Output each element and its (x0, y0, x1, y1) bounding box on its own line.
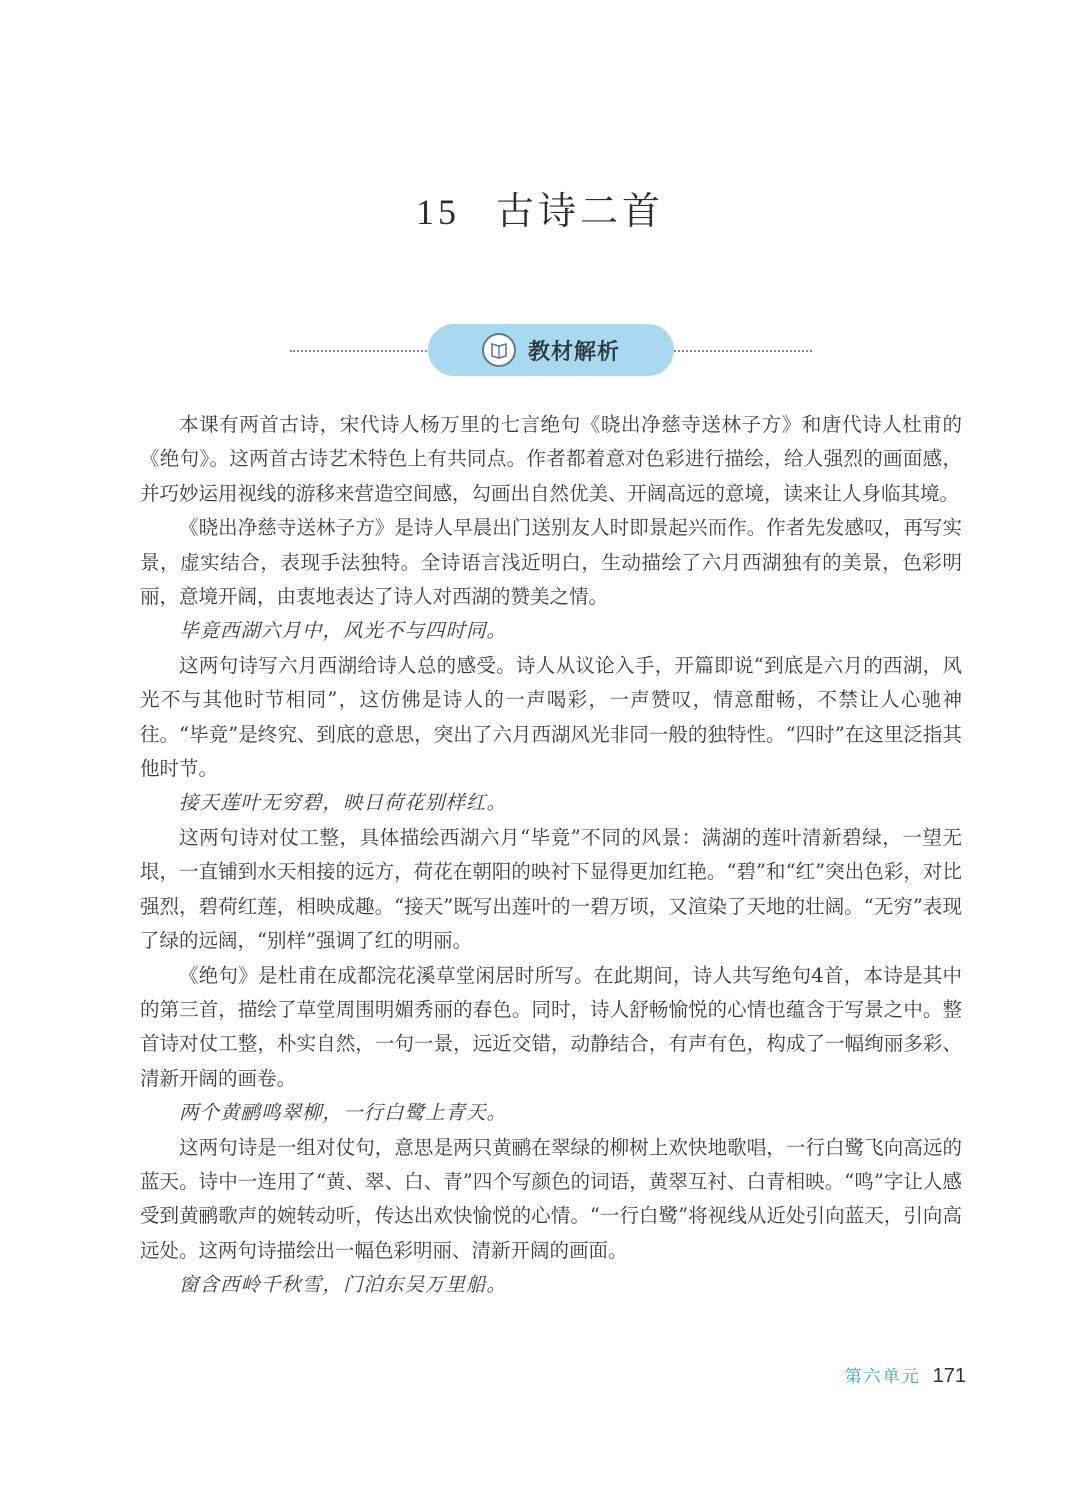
paragraph: 本课有两首古诗，宋代诗人杨万里的七言绝句《晓出净慈寺送林子方》和唐代诗人杜甫的《绝句》。这两首古诗艺术特色上有共同点。作者都着意对色彩进行描绘，给人强烈的画面感，并巧妙运用视线的游移来营造空间感，勾画出自然优美、开阔高远的意境，读来让人身临其境。 (140, 413, 962, 505)
page-number: 171 (932, 1365, 966, 1387)
poem-line: 窗含西岭千秋雪，门泊东吴万里船。 (179, 1273, 508, 1297)
paragraph: 《绝句》是杜甫在成都浣花溪草堂闲居时所写。在此期间，诗人共写绝句4首，本诗是其中的第三首，描绘了草堂周围明媚秀丽的春色。同时，诗人舒畅愉悦的心情也蕴含于写景之中。整首诗对仗工整，朴实自然，一句一景，远近交错，动静结合，有声有色，构成了一幅绚丽多彩、清新开阔的画卷。 (140, 963, 962, 1090)
paragraph: 《晓出净慈寺送林子方》是诗人早晨出门送别友人时即景起兴而作。作者先发感叹，再写实景，虚实结合，表现手法独特。全诗语言浅近明白，生动描绘了六月西湖独有的美景，色彩明丽，意境开阔，由衷地表达了诗人对西湖的赞美之情。 (140, 516, 962, 609)
section-header (290, 324, 812, 378)
dotted-divider-right (674, 350, 812, 352)
paragraph: 这两句诗对仗工整，具体描绘西湖六月“毕竟”不同的风景：满湖的莲叶清新碧绿，一望无垠，一直铺到水天相接的远方，荷花在朝阳的映衬下显得更加红艳。“碧”和“红”突出色彩，对比强烈，碧荷红莲，相映成趣。“接天”既写出莲叶的一碧万顷，又渲染了天地的壮阔。“无穷”表现了绿的远阔，“别样”强调了红的明丽。 (140, 825, 962, 953)
section-label: 教材解析 (527, 339, 620, 365)
page-title (0, 180, 1080, 235)
page-footer (845, 1362, 966, 1388)
analysis-body (140, 408, 962, 1303)
poem-line: 两个黄鹂鸣翠柳，一行白鹭上青天。 (179, 1101, 508, 1125)
section-pill (428, 324, 674, 376)
poem-line: 接天莲叶无穷碧，映日荷花别样红。 (179, 791, 508, 815)
poem-line: 毕竟西湖六月中，风光不与四时同。 (179, 619, 508, 643)
paragraph: 这两句诗写六月西湖给诗人总的感受。诗人从议论入手，开篇即说“到底是六月的西湖，风光不与其他时节相同”，这仿佛是诗人的一声喝彩，一声赞叹，情意酣畅，不禁让人心驰神往。“毕竟”是终究、到底的意思，突出了六月西湖风光非同一般的独特性。“四时”在这里泛指其他时节。 (140, 653, 962, 781)
dotted-divider-left (290, 350, 430, 352)
lesson-number: 15 (415, 192, 460, 232)
book-icon (482, 333, 516, 367)
unit-label: 第六单元 (844, 1367, 921, 1387)
lesson-title: 古诗二首 (495, 189, 664, 233)
paragraph: 这两句诗是一组对仗句，意思是两只黄鹂在翠绿的柳树上欢快地歌唱，一行白鹭飞向高远的蓝天。诗中一连用了“黄、翠、白、青”四个写颜色的词语，黄翠互衬、白青相映。“鸣”字让人感受到黄鹂歌声的婉转动听，传达出欢快愉悦的心情。“一行白鹭”将视线从近处引向蓝天，引向高远处。这两句诗描绘出一幅色彩明丽、清新开阔的画面。 (140, 1135, 962, 1262)
